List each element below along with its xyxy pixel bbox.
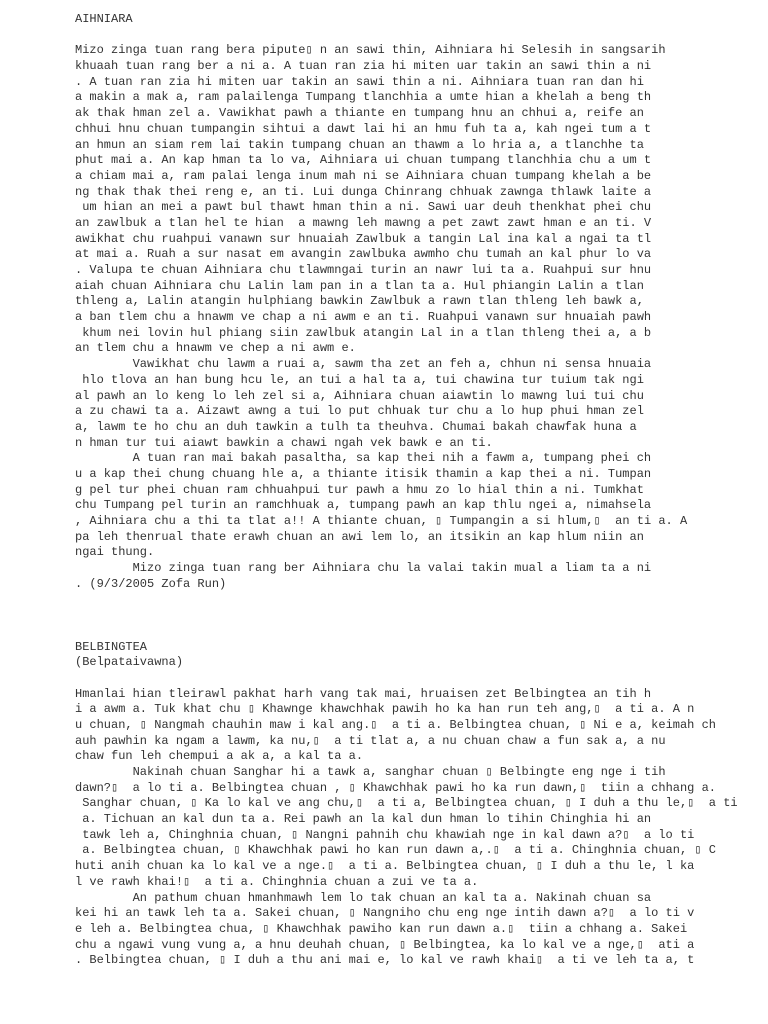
- text-line: pa leh thenrual thate erawh chuan an awi lem lo, an itsikin an kap hlum niin an: [75, 529, 644, 544]
- text-line: aiah chuan Aihniara chu Lalin lam pan in a tlan ta a. Hul phiangin Lalin a tlan: [75, 278, 644, 293]
- document-page: [75, 12, 765, 969]
- text-line: ak thak hman zel a. Vawikhat pawh a thiante en tumpang hnu an chhui a, reife an: [75, 106, 644, 121]
- text-line: u a kap thei chung chuang hle a, a thiante itisik thamin a kap thei a ni. Tumpan: [75, 466, 652, 481]
- text-line: a ban tlem chu a hnawm ve chap a ni awm e an ti. Ruahpui vanawn sur hnuaiah pawh: [75, 310, 652, 325]
- text-line: A tuan ran mai bakah pasaltha, sa kap thei nih a fawm a, tumpang phei ch: [75, 451, 652, 466]
- text-line: . (9/3/2005 Zofa Run): [75, 576, 227, 591]
- text-line: thleng a, Lalin atangin hulphiang bawkin Zawlbuk a rawn tlan thleng leh bawk a,: [75, 294, 644, 309]
- text-line: e leh a. Belbingtea chua, ▯ Khawchhak pawiho kan run dawn a.▯ tiin a chhang a. Sakei: [75, 921, 688, 936]
- text-line: u chuan, ▯ Nangmah chauhin maw i kal ang.▯ a ti a. Belbingtea chuan, ▯ Ni e a, keimah ch: [75, 717, 716, 732]
- section-title: BELBINGTEA: [75, 639, 148, 654]
- text-line: tawk leh a, Chinghnia chuan, ▯ Nangni pahnih chu khawiah nge in kal dawn a?▯ a lo ti: [75, 827, 695, 842]
- blank-line: [75, 671, 765, 687]
- text-line: a. Belbingtea chuan, ▯ Khawchhak pawi ho kan run dawn a,.▯ a ti a. Chinghnia chuan, ▯ C: [75, 843, 716, 858]
- text-line: Vawikhat chu lawm a ruai a, sawm tha zet an feh a, chhun ni sensa hnuaia: [75, 357, 652, 372]
- text-line: a chiam mai a, ram palai lenga inum mah ni se Aihniara chuan tumpang khelah a be: [75, 168, 652, 183]
- blank-line: [75, 28, 765, 44]
- text-line: a. Tichuan an kal dun ta a. Rei pawh an la kal dun hman lo tihin Chinghia hi an: [75, 812, 652, 827]
- text-line: chu a ngawi vung vung a, a hnu deuhah chuan, ▯ Belbingtea, ka lo kal ve a nge,▯ ati a: [75, 937, 695, 952]
- section-title: AIHNIARA: [75, 12, 133, 26]
- text-line: auh pawhin ka ngam a lawm, ka nu,▯ a ti tlat a, a nu chuan chaw a fun sak a, a nu: [75, 733, 666, 748]
- text-line: chaw fun leh chempui a ak a, a kal ta a.: [75, 749, 364, 764]
- text-line: a makin a mak a, ram palailenga Tumpang tlanchhia a umte hian a khelah a beng th: [75, 90, 652, 105]
- text-line: awikhat chu ruahpui vanawn sur hnuaiah Zawlbuk a tangin Lal ina kal a ngai ta tl: [75, 231, 652, 246]
- section-body: [75, 43, 765, 592]
- text-line: . Valupa te chuan Aihniara chu tlawmngai turin an nawr lui ta a. Ruahpui sur hnu: [75, 263, 652, 277]
- text-line: huti anih chuan ka lo kal ve a nge.▯ a ti a. Belbingtea chuan, ▯ I duh a thu le, l ka: [75, 859, 695, 874]
- blank-line: [75, 608, 765, 624]
- text-line: chhui hnu chuan tumpangin sihtui a dawt lai hi an hmu fuh ta a, kah ngei tum a t: [75, 121, 652, 136]
- text-line: dawn?▯ a lo ti a. Belbingtea chuan , ▯ Khawchhak pawi ho ka run dawn,▯ tiin a chhang a.: [75, 780, 716, 795]
- section-subtitle: (Belpataivawna): [75, 655, 184, 670]
- text-line: an hmun an siam rem lai takin tumpang chuan an thawm a lo hria a, a tlanchhe ta: [75, 137, 644, 152]
- text-line: hlo tlova an han bung hcu le, an tui a hal ta a, tui chawina tur tuium tak ngi: [75, 372, 644, 387]
- text-line: chu Tumpang pel turin an ramchhuak a, tumpang pawh an kap thlu ngei a, nimahsela: [75, 498, 652, 513]
- text-line: at mai a. Ruah a sur nasat em avangin zawlbuka awmho chu tumah an kal phur lo va: [75, 247, 652, 262]
- text-line: kei hi an tawk leh ta a. Sakei chuan, ▯ Nangniho chu eng nge intih dawn a?▯ a lo ti v: [75, 906, 695, 921]
- text-line: ngai thung.: [75, 545, 155, 560]
- text-line: Sanghar chuan, ▯ Ka lo kal ve ang chu,▯ a ti a, Belbingtea chuan, ▯ I duh a thu le,▯ a ti: [75, 796, 738, 811]
- text-line: phut mai a. An kap hman ta lo va, Aihniara ui chuan tumpang tlanchhia chu a um t: [75, 153, 652, 168]
- text-line: Hmanlai hian tleirawl pakhat harh vang tak mai, hruaisen zet Belbingtea an tih h: [75, 686, 652, 701]
- section-belbingtea: [75, 640, 765, 969]
- section-body: [75, 687, 765, 969]
- text-line: khum nei lovin hul phiang siin zawlbuk atangin Lal in a tlan thleng thei a, a b: [75, 325, 652, 340]
- text-line: a zu chawi ta a. Aizawt awng a tui lo put chhuak tur chu a lo hup phui hman zel: [75, 404, 644, 419]
- text-line: g pel tur phei chuan ram chhuahpui tur pawh a hmu zo lo hial thin a ni. Tumkhat: [75, 482, 644, 497]
- text-line: an zawlbuk a tlan hel te hian a mawng leh mawng a pet zawt zawt hman e an ti. V: [75, 215, 652, 230]
- text-line: um hian an mei a pawt bul thawt hman thin a ni. Sawi uar deuh thenkhat phei chu: [75, 200, 652, 215]
- text-line: Mizo zinga tuan rang bera pipute▯ n an sawi thin, Aihniara hi Selesih in sangsarih: [75, 43, 666, 58]
- blank-line: [75, 592, 765, 608]
- text-line: , Aihniara chu a thi ta tlat a!! A thiante chuan, ▯ Tumpangin a si hlum,▯ an ti a. A: [75, 514, 688, 528]
- text-line: a, lawm te ho chu an duh tawkin a tulh ta theuhva. Chumai bakah chawfak huna a: [75, 419, 637, 434]
- text-line: khuaah tuan rang ber a ni a. A tuan ran zia hi miten uar takin an sawi thin a ni: [75, 59, 652, 74]
- text-line: . A tuan ran zia hi miten uar takin an sawi thin a ni. Aihniara tuan ran dan hi: [75, 74, 644, 89]
- text-line: . Belbingtea chuan, ▯ I duh a thu ani mai e, lo kal ve rawh khai▯ a ti ve leh ta a, t: [75, 953, 695, 968]
- text-line: an tlem chu a hnawm ve chep a ni awm e.: [75, 341, 356, 356]
- text-line: Nakinah chuan Sanghar hi a tawk a, sanghar chuan ▯ Belbingte eng nge i tih: [75, 765, 666, 779]
- blank-line: [75, 624, 765, 640]
- text-line: n hman tur tui aiawt bawkin a chawi ngah vek bawk e an ti.: [75, 435, 493, 450]
- text-line: An pathum chuan hmanhmawh lem lo tak chuan an kal ta a. Nakinah chuan sa: [75, 890, 652, 905]
- text-line: ng thak thak thei reng e, an ti. Lui dunga Chinrang chhuak zawnga thlawk laite a: [75, 184, 652, 199]
- text-line: al pawh an lo keng lo leh zel si a, Aihniara chuan aiawtin lo mawng lui tui chu: [75, 388, 644, 403]
- text-line: l ve rawh khai!▯ a ti a. Chinghnia chuan a zui ve ta a.: [75, 874, 479, 889]
- section-aihniara: [75, 12, 765, 592]
- text-line: Mizo zinga tuan rang ber Aihniara chu la valai takin mual a liam ta a ni: [75, 561, 652, 576]
- text-line: i a awm a. Tuk khat chu ▯ Khawnge khawchhak pawih ho ka han run teh ang,▯ a ti a. A n: [75, 702, 695, 717]
